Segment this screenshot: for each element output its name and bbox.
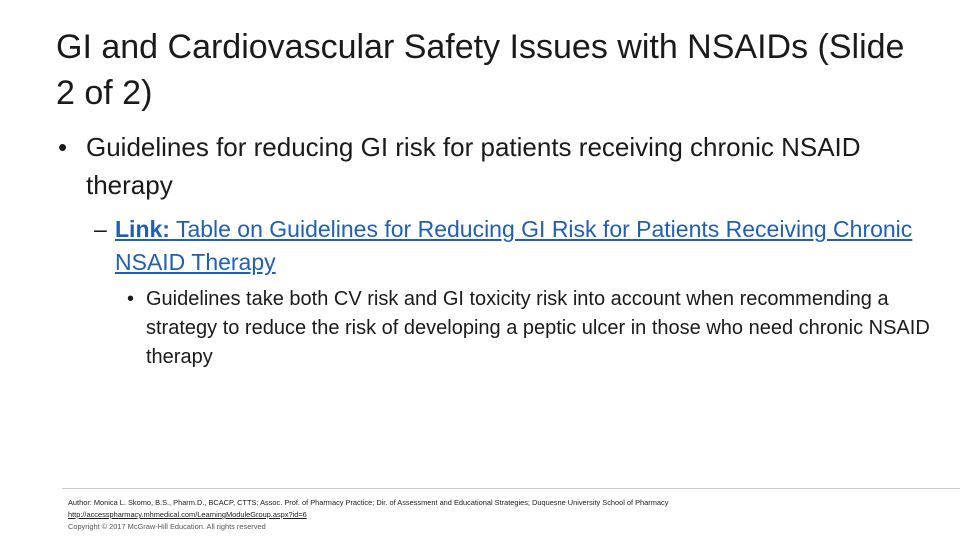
bullet-level-2 <box>94 213 915 279</box>
slide-title: GI and Cardiovascular Safety Issues with NSAIDs (Slide 2 of 2) <box>56 28 905 112</box>
footer-author: Author: Monica L. Skomo, B.S., Pharm.D., BCACP, CTTS; Assoc. Prof. of Pharmacy Practice; Dir. of Assessment and Educational Strategies; Duquesne University School of Pharmacy <box>68 498 669 507</box>
bullet-marker: • <box>127 288 135 310</box>
bullet-level-1 <box>58 128 906 204</box>
footer <box>68 497 948 533</box>
bullet-text: Guidelines for reducing GI risk for patients receiving chronic NSAID therapy <box>86 132 861 200</box>
link-text: Table on Guidelines for Reducing GI Risk for Patients Receiving Chronic NSAID Therapy <box>115 216 913 275</box>
footer-copyright: Copyright © 2017 McGraw-Hill Education. All rights reserved <box>68 522 266 531</box>
footer-url-link[interactable]: http://accesspharmacy.mhmedical.com/LearningModuleGroup.aspx?id=6 <box>68 510 307 519</box>
bullet-text: Guidelines take both CV risk and GI toxicity risk into account when recommending a strategy to reduce the risk of developing a peptic ulcer in those who need chronic NSAID therapy <box>146 288 930 368</box>
bullet-marker: • <box>58 132 68 162</box>
dash-marker: – <box>94 216 107 242</box>
footer-divider <box>62 488 960 489</box>
guidelines-table-link[interactable] <box>115 216 912 275</box>
bullet-level-3 <box>127 285 936 372</box>
link-prefix: Link: <box>115 216 170 242</box>
